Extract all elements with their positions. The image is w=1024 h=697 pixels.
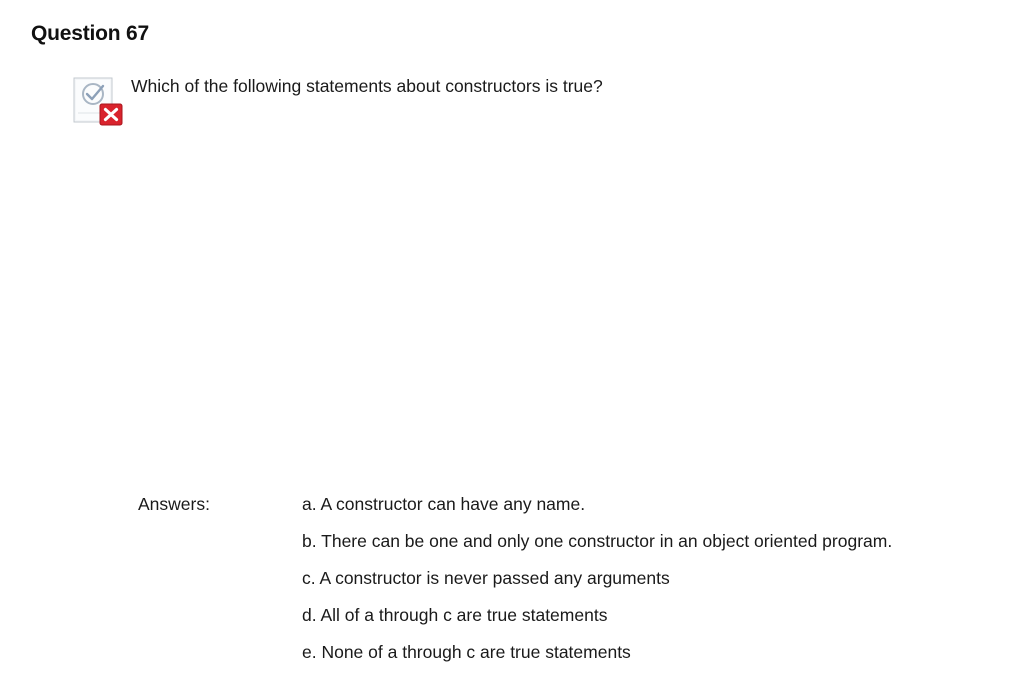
answer-option-d: d. All of a through c are true statements: [302, 605, 608, 625]
incorrect-answer-icon: [73, 75, 125, 127]
answer-option-b: b. There can be one and only one constructor in an object oriented program.: [302, 531, 893, 551]
answers-label: Answers:: [138, 494, 210, 514]
question-title: Question 67: [31, 22, 149, 45]
answer-option-c: c. A constructor is never passed any arguments: [302, 568, 670, 588]
question-text: Which of the following statements about constructors is true?: [131, 76, 603, 96]
answer-option-a: a. A constructor can have any name.: [302, 494, 586, 514]
answers-list: [302, 494, 892, 679]
answer-option-e: e. None of a through c are true statements: [302, 642, 631, 662]
